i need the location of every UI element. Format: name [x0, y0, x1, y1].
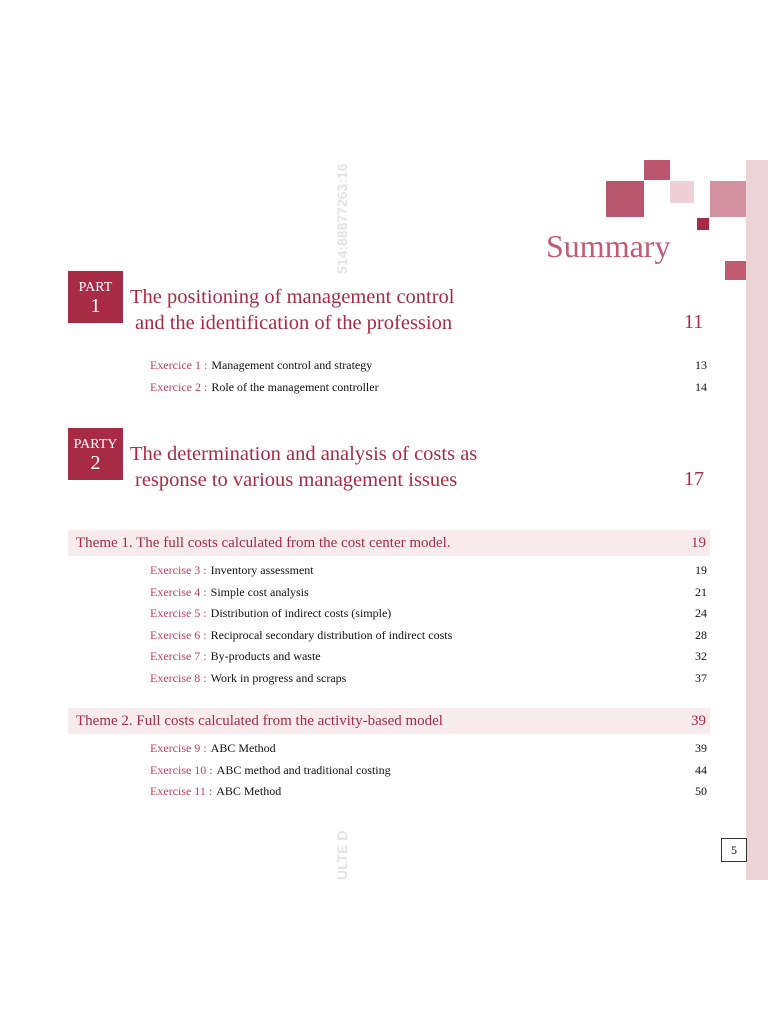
theme-1-header[interactable] [68, 530, 710, 556]
list-item[interactable] [150, 671, 707, 689]
exercise-label: Exercise 8 : [150, 671, 207, 685]
part-title-line1: The positioning of management control [130, 286, 455, 308]
part-title-line2: and the identification of the profession [135, 312, 453, 334]
theme-title: Theme 2. Full costs calculated from the activity-based model [76, 713, 443, 729]
exercise-label: Exercise 6 : [150, 628, 207, 642]
exercise-label: Exercise 7 : [150, 649, 207, 663]
exercise-title: Inventory assessment [210, 563, 314, 577]
list-item[interactable] [150, 741, 707, 759]
theme-page: 39 [691, 713, 706, 729]
list-item[interactable] [150, 763, 707, 781]
exercise-title: ABC method and traditional costing [216, 763, 391, 777]
theme-title: Theme 1. The full costs calculated from the cost center model. [76, 535, 451, 551]
exercise-page: 50 [695, 784, 707, 798]
list-item[interactable] [150, 563, 707, 581]
exercise-page: 44 [695, 763, 707, 777]
part-label: PART [78, 280, 113, 295]
part-1-title [130, 284, 455, 336]
watermark-bottom: ULTE D [334, 830, 350, 880]
exercise-page: 14 [695, 380, 707, 394]
part-title-line2: response to various management issues [135, 469, 458, 491]
exercise-page: 39 [695, 741, 707, 755]
exercise-title: By-products and waste [210, 649, 321, 663]
exercise-page: 24 [695, 606, 707, 620]
exercise-title: Distribution of indirect costs (simple) [210, 606, 392, 620]
side-band [746, 160, 768, 880]
part-2-page: 17 [684, 468, 704, 490]
part-title-line1: The determination and analysis of costs as [130, 443, 478, 465]
decor-square [670, 181, 694, 203]
part-2-title [130, 441, 477, 493]
list-item[interactable] [150, 358, 707, 376]
part-1-badge [68, 271, 123, 323]
exercise-title: Role of the management controller [211, 380, 379, 394]
exercise-page: 28 [695, 628, 707, 642]
list-item[interactable] [150, 649, 707, 667]
exercise-page: 13 [695, 358, 707, 372]
exercise-label: Exercice 1 : [150, 358, 208, 372]
exercise-label: Exercise 4 : [150, 585, 207, 599]
decor-square [710, 181, 746, 217]
exercise-page: 21 [695, 585, 707, 599]
decor-square [725, 261, 746, 280]
part-1-page: 11 [684, 311, 704, 333]
list-item[interactable] [150, 784, 707, 802]
decor-square [644, 160, 670, 180]
exercise-label: Exercise 5 : [150, 606, 207, 620]
exercise-label: Exercise 11 : [150, 784, 213, 798]
exercise-title: ABC Method [216, 784, 282, 798]
decor-square [606, 181, 644, 217]
list-item[interactable] [150, 380, 707, 398]
exercise-label: Exercise 3 : [150, 563, 207, 577]
exercise-label: Exercise 10 : [150, 763, 213, 777]
exercise-page: 19 [695, 563, 707, 577]
part-number: 2 [90, 452, 101, 474]
part-number: 1 [90, 295, 101, 317]
exercise-label: Exercice 2 : [150, 380, 208, 394]
exercise-title: Simple cost analysis [210, 585, 309, 599]
list-item[interactable] [150, 606, 707, 624]
part-label: PARTY [73, 437, 118, 452]
theme-2-header[interactable] [68, 708, 710, 734]
exercise-title: Management control and strategy [211, 358, 373, 372]
exercise-page: 32 [695, 649, 707, 663]
theme-page: 19 [691, 535, 706, 551]
exercise-title: Reciprocal secondary distribution of indirect costs [210, 628, 453, 642]
exercise-label: Exercise 9 : [150, 741, 207, 755]
watermark-top: 514:88877263:16 [334, 163, 350, 274]
exercise-page: 37 [695, 671, 707, 685]
list-item[interactable] [150, 628, 707, 646]
part-2-badge [68, 428, 123, 480]
decor-square [697, 218, 709, 230]
exercise-title: Work in progress and scraps [210, 671, 347, 685]
list-item[interactable] [150, 585, 707, 603]
page-number: 5 [721, 838, 747, 862]
exercise-title: ABC Method [210, 741, 276, 755]
page-title: Summary [546, 228, 671, 264]
